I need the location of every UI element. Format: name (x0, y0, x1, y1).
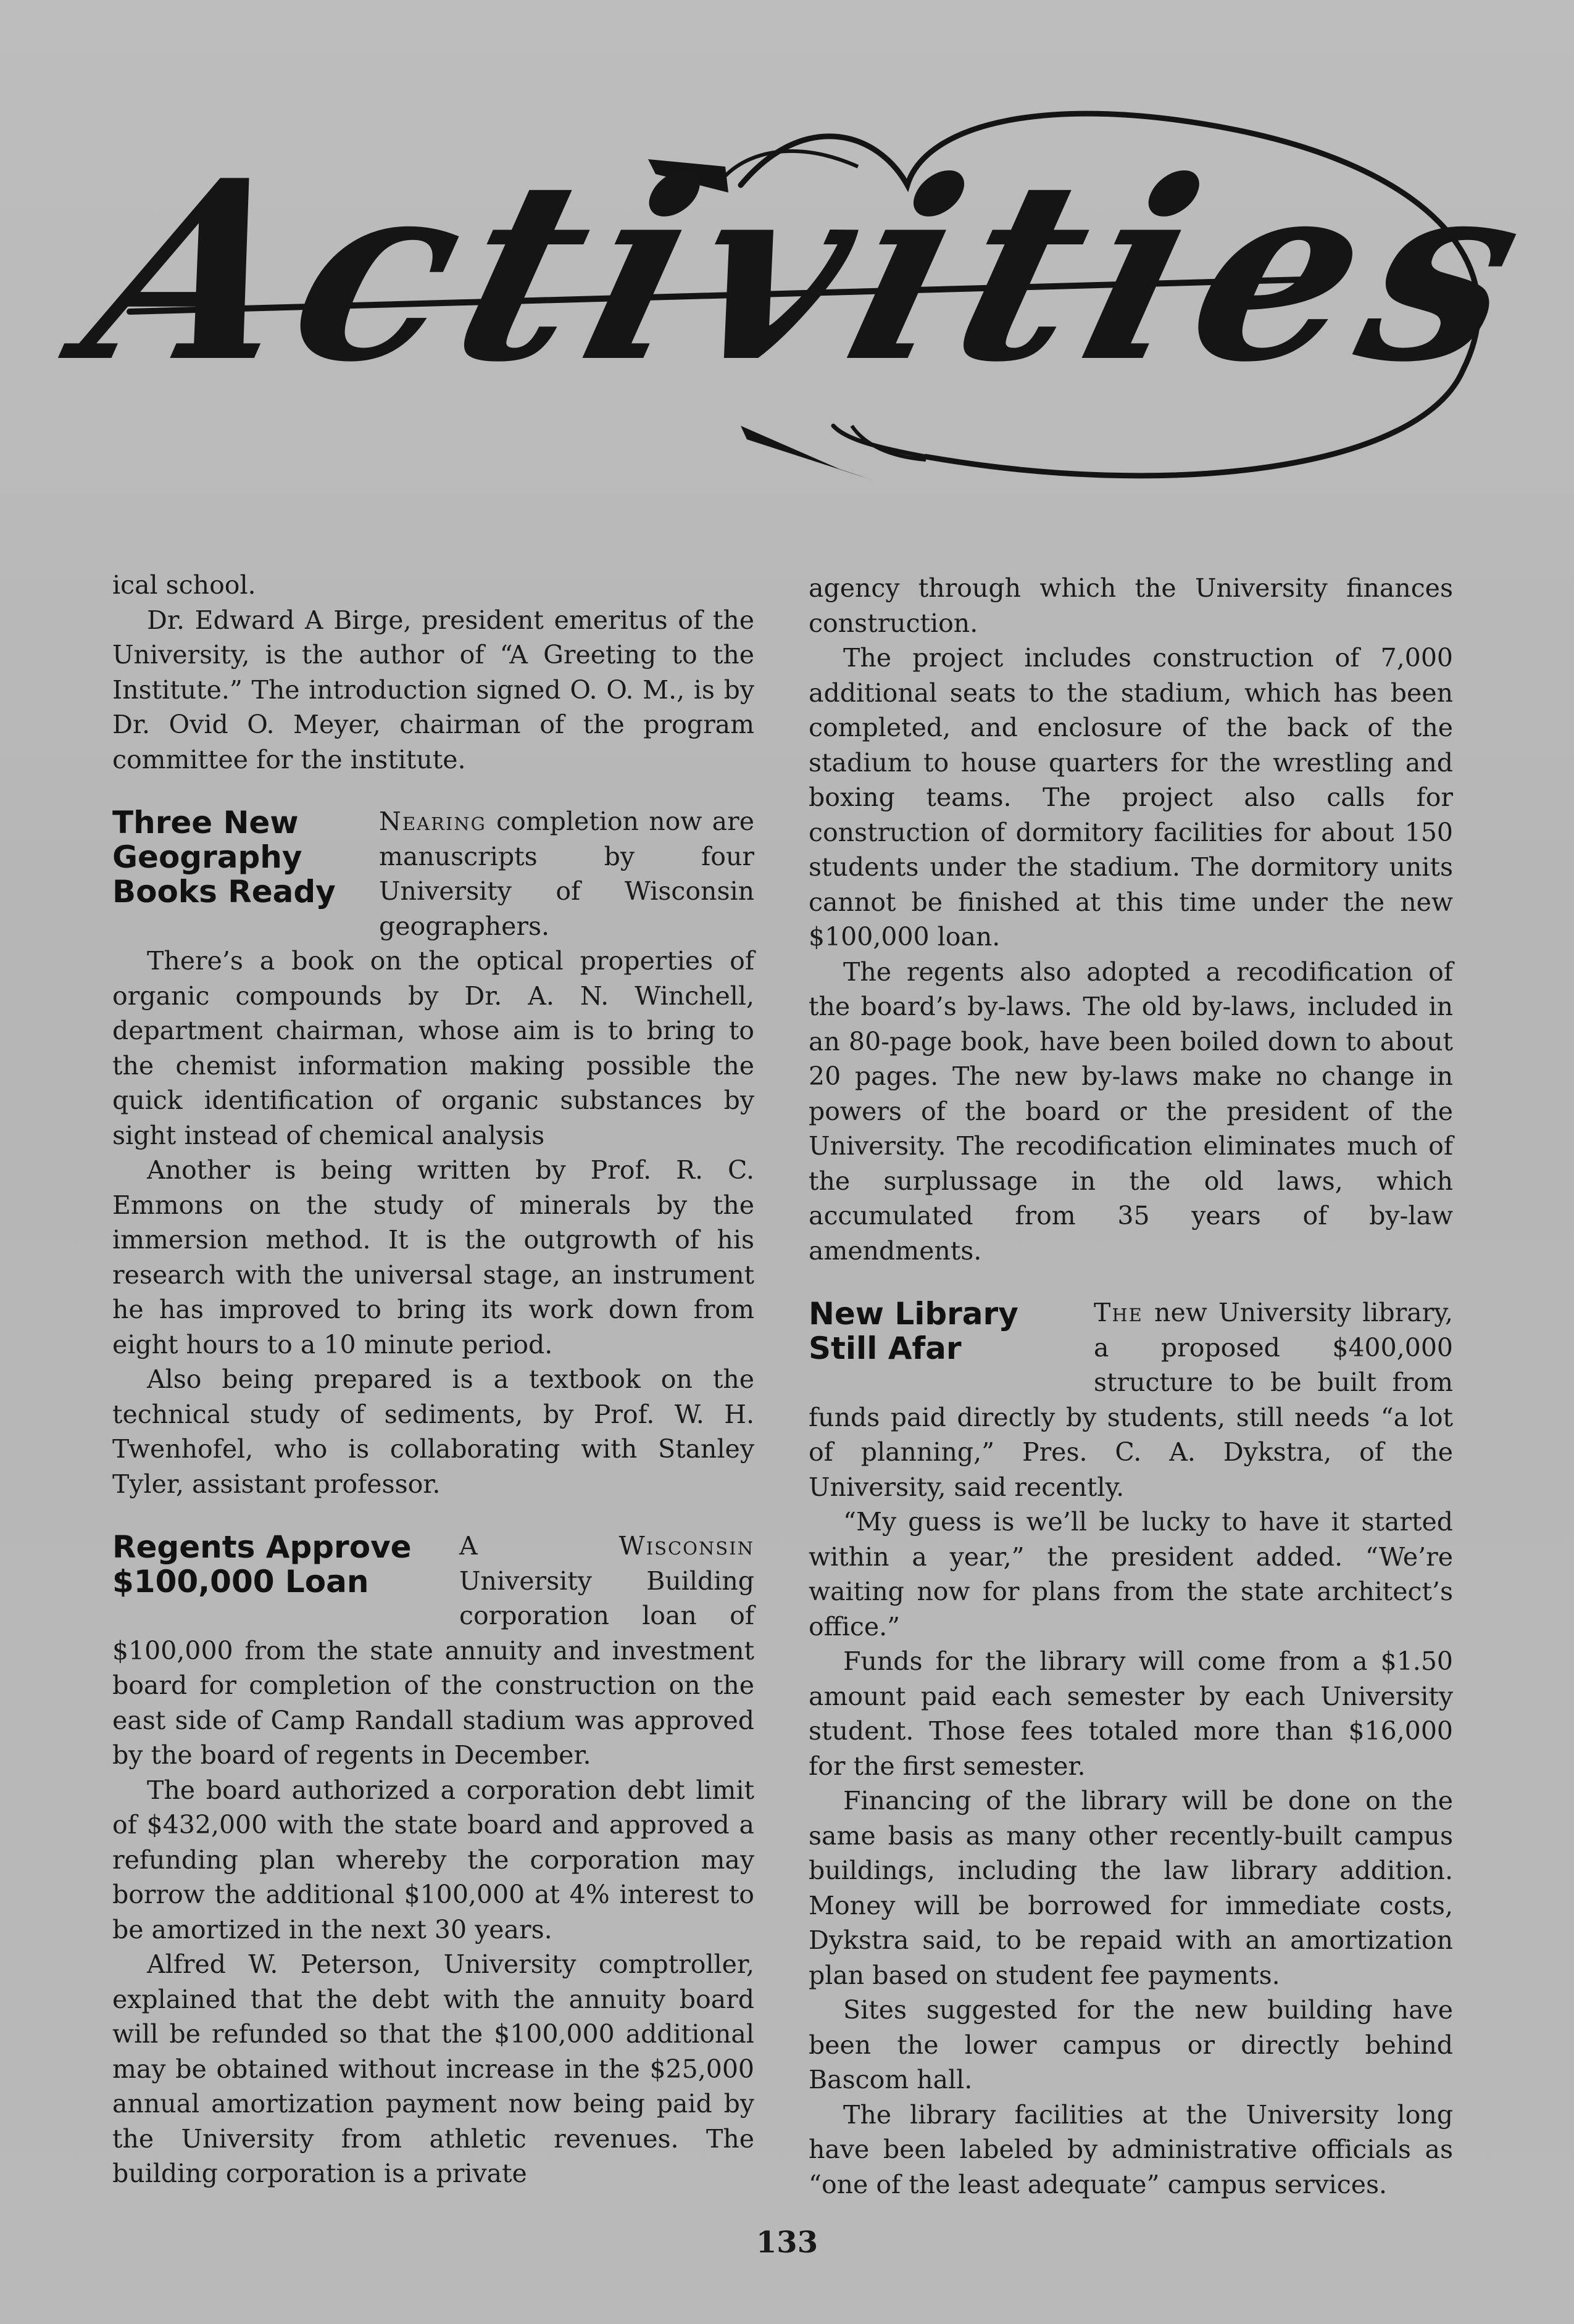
library-paragraph: Financing of the library will be done on the same basis as many other recently-built campus buildings, including the law library addition. Money will be borrowed for immediate costs, Dykstra said, to be repaid with an amortization plan based on student fee payments. (809, 1786, 1453, 1990)
regents-lead-word: A Wisconsin (459, 1531, 754, 1561)
geography-paragraph: Another is being written by Prof. R. C. Emmons on the study of minerals by the immersion method. It is the outgrowth of his research with the universal stage, an instrument he has improved to bring its work down from eight hours to a 10 minute period. (112, 1155, 754, 1359)
regents-heading-line: $100,000 Loan (112, 1564, 369, 1600)
left-column (112, 568, 754, 2191)
library-heading (809, 1297, 1080, 1366)
geography-heading-line: Books Ready (112, 874, 336, 910)
library-heading-line: New Library (809, 1296, 1018, 1332)
regents-paragraph: The board authorized a corporation debt limit of $432,000 with the state board and approved a refunding plan whereby the corporation may borrow the additional $100,000 at 4% interest to be amortized in the next 30 years. (112, 1775, 754, 1944)
geography-article (112, 804, 754, 1501)
library-lead-text: new University library, a proposed $400,000 structure to be built from funds paid directly by students, still needs “a lot of planning,” Pres. C. A. Dykstra, of the University, said recently. (809, 1298, 1453, 1502)
continuation-fragment: agency through which the University finances construction. (809, 573, 1453, 638)
geography-lead-text: completion now are manuscripts by four University of Wisconsin geographers. (379, 807, 754, 941)
library-heading-line: Still Afar (809, 1330, 962, 1366)
intro-paragraph: Dr. Edward A Birge, president emeritus of the University, is the author of “A Greeting to the Institute.” The introduction signed O. O. M., is by Dr. Ovid O. Meyer, chairman of the program committee for the institute. (112, 605, 754, 774)
regents-heading (112, 1530, 446, 1599)
page-number: 133 (756, 2225, 818, 2260)
continuation-paragraph: The regents also adopted a recodification of the board’s by-laws. The old by-laws, included in an 80-page book, have been boiled down to about 20 pages. The new by-laws make no change in powers of the board or the president of the University. The recodification eliminates much of the surplussage in the old laws, which accumulated from 35 years of by-law amendments. (809, 957, 1453, 1266)
geography-lead-word: Nearing (379, 807, 486, 836)
geography-paragraph: Also being prepared is a textbook on the technical study of sediments, by Prof. W. H. Twenhofel, who is collaborating with Stanley Tyler, assistant professor. (112, 1364, 754, 1499)
activities-banner (0, 0, 1574, 531)
geography-paragraph: There’s a book on the optical properties of organic compounds by Dr. A. N. Winchell, department chairman, whose aim is to bring to the chemist information making possible the quick identification of organic substances by sight instead of chemical analysis (112, 946, 754, 1150)
continuation-paragraph: The project includes construction of 7,000 additional seats to the stadium, which has been completed, and enclosure of the back of the stadium to house quarters for the wrestling and boxing teams. The project also calls for construction of dormitory facilities for about 150 students under the stadium. The dormitory units cannot be finished at this time under the new $100,000 loan. (809, 643, 1453, 952)
geography-heading (112, 805, 365, 909)
library-paragraph: Funds for the library will come from a $1.50 amount paid each semester by each University student. Those fees totaled more than $16,000 for the first semester. (809, 1646, 1453, 1781)
geography-heading-line: Geography (112, 839, 302, 875)
intro-fragment: ical school. (112, 570, 256, 600)
geography-heading-line: Three New (112, 805, 299, 840)
regents-lead-text: University Building corporation loan of $100,000 from the state annuity and investment board for completion of the construction on the east side of Camp Randall stadium was approved by the board of regents in December. (112, 1566, 754, 1770)
library-paragraph: “My guess is we’ll be lucky to have it started within a year,” the president added. “We’re waiting now for plans from the state architect’s office.” (809, 1507, 1453, 1641)
library-article (809, 1295, 1453, 2202)
regents-paragraph: Alfred W. Peterson, University comptroller, explained that the debt with the annuity board will be refunded so that the $100,000 additional may be obtained without increase in the $25,000 annual amortization payment now being paid by the University from athletic revenues. The building corporation is a private (112, 1949, 754, 2188)
library-lead-word: The (1094, 1298, 1143, 1327)
regents-heading-line: Regents Approve (112, 1529, 412, 1565)
right-column (809, 571, 1453, 2202)
library-paragraph: Sites suggested for the new building have been the lower campus or directly behind Bascom hall. (809, 1995, 1453, 2094)
banner-title: Activities (62, 127, 1562, 417)
library-paragraph: The library facilities at the University long have been labeled by administrative officials as “one of the least adequate” campus services. (809, 2099, 1453, 2199)
regents-article (112, 1529, 754, 2191)
